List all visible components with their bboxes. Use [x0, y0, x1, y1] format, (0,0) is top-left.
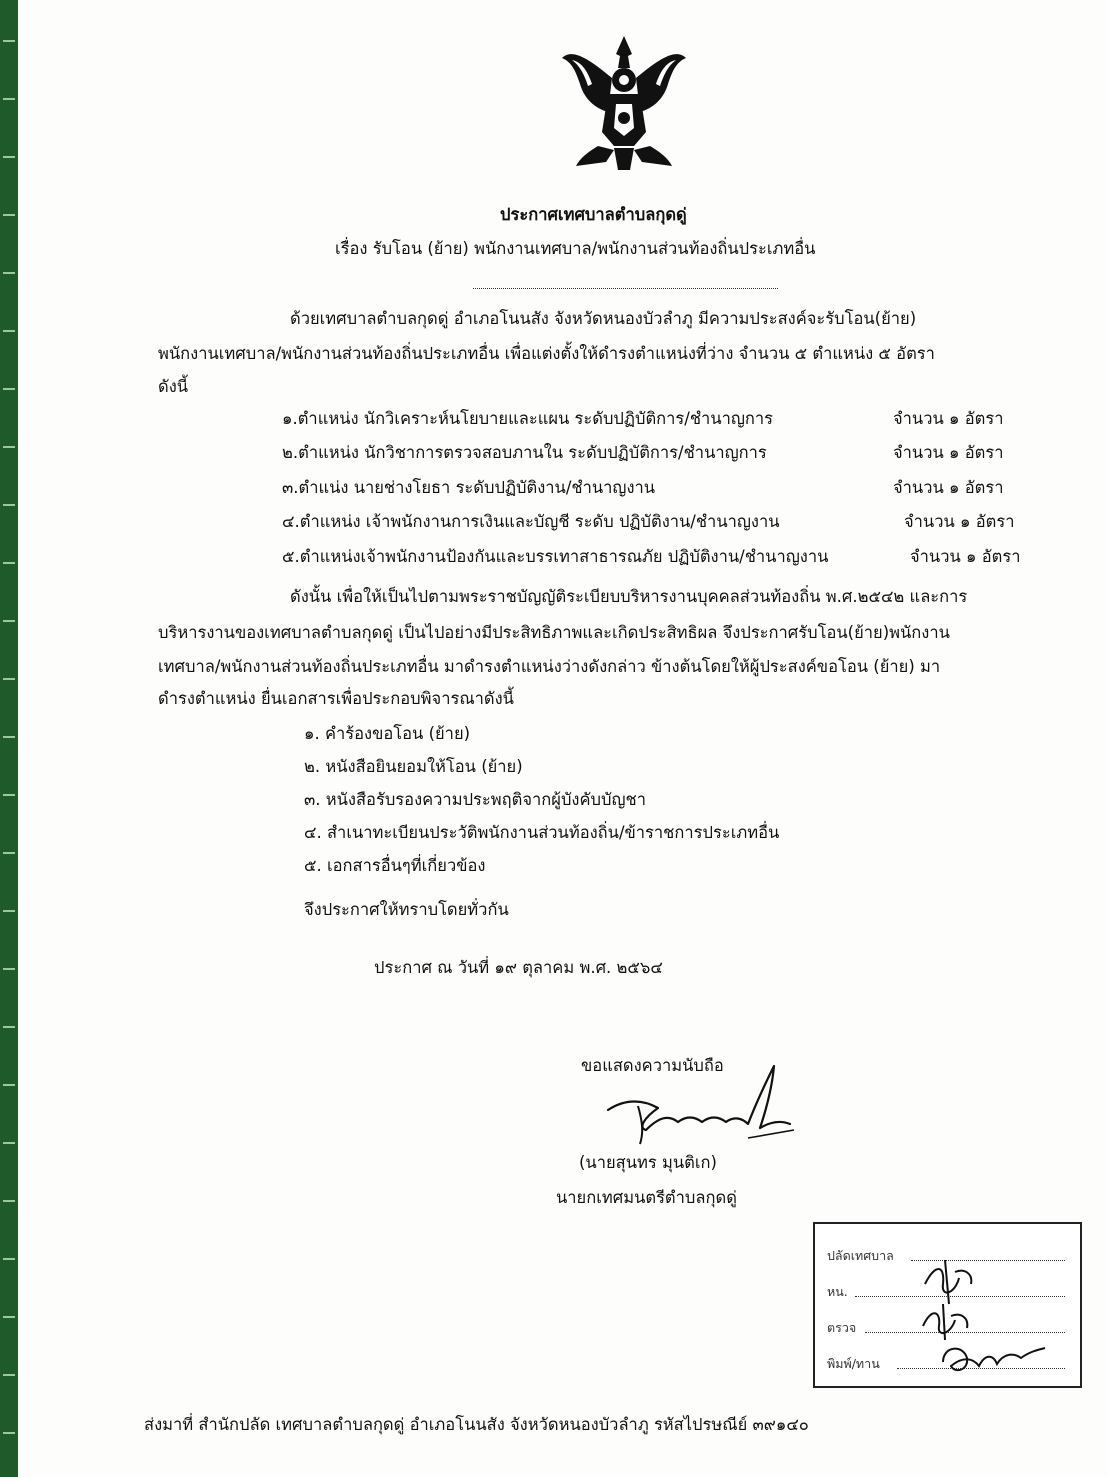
- mailing-address-footer: ส่งมาที่ สำนักปลัด เทศบาลตำบลกุดดู่ อำเภอโนนสัง จังหวัดหนองบัวลำภู รหัสไปรษณีย์ ๓๙๑๔๐: [144, 1415, 809, 1434]
- position-quantity: จำนวน ๑ อัตรา: [904, 512, 1015, 531]
- position-item: ๓.ตำแน่ง นายช่างโยธา ระดับปฏิบัติงาน/ชำนาญงาน: [282, 478, 656, 497]
- body-line-2: บริหารงานของเทศบาลตำบลกุดดู่ เป็นไปอย่างมีประสิทธิภาพและเกิดประสิทธิผล จึงประกาศรับโอน(ย้าย)พนักงาน: [158, 623, 950, 642]
- announcement-date: ประกาศ ณ วันที่ ๑๙ ตุลาคม พ.ศ. ๒๕๖๔: [374, 958, 663, 977]
- signatory-position: นายกเทศมนตรีตำบลกุดดู่: [556, 1188, 737, 1207]
- document-item: ๔. สำเนาทะเบียนประวัติพนักงานส่วนท้องถิ่น/ข้าราชการประเภทอื่น: [304, 823, 780, 842]
- regards-text: ขอแสดงความนับถือ: [581, 1056, 724, 1075]
- position-quantity: จำนวน ๑ อัตรา: [910, 547, 1021, 566]
- body-line-1: ดังนั้น เพื่อให้เป็นไปตามพระราชบัญญัติระเบียบบริหารงานบุคคลส่วนท้องถิ่น พ.ศ.๒๕๔๒ และการ: [290, 587, 968, 606]
- approval-stamp: [813, 1222, 1082, 1388]
- stamp-row-typist: พิมพ์/ทาน: [827, 1356, 880, 1371]
- announcement-title: ประกาศเทศบาลตำบลกุดดู่: [500, 205, 687, 224]
- position-item: ๔.ตำแหน่ง เจ้าพนักงานการเงินและบัญชี ระดับ ปฏิบัติงาน/ชำนาญงาน: [282, 512, 780, 531]
- garuda-emblem-icon: [558, 28, 690, 178]
- handwritten-signature: [598, 1058, 808, 1158]
- stamp-row-check: ตรวจ: [827, 1320, 857, 1335]
- scan-edge-strip: [0, 0, 18, 1477]
- body-line-4: ดำรงตำแหน่ง ยื่นเอกสารเพื่อประกอบพิจารณาดังนี้: [158, 689, 514, 708]
- closing-statement: จึงประกาศให้ทราบโดยทั่วกัน: [304, 900, 509, 919]
- title-divider: [473, 288, 778, 289]
- document-item: ๒. หนังสือยินยอมให้โอน (ย้าย): [304, 757, 523, 776]
- intro-line-3: ดังนี้: [158, 377, 189, 396]
- intro-line-2: พนักงานเทศบาล/พนักงานส่วนท้องถิ่นประเภทอื่น เพื่อแต่งตั้งให้ดำรงตำแหน่งที่ว่าง จำนวน ๕ ตำแหน่ง ๕ อัตรา: [158, 344, 935, 363]
- position-item: ๕.ตำแหน่งเจ้าพนักงานป้องกันและบรรเทาสาธารณภัย ปฏิบัติงาน/ชำนาญงาน: [282, 547, 829, 566]
- document-item: ๑. คำร้องขอโอน (ย้าย): [304, 724, 471, 743]
- stamp-initial-mark: [915, 1254, 985, 1308]
- signatory-name: (นายสุนทร มุนติเก): [579, 1153, 717, 1172]
- position-item: ๒.ตำแหน่ง นักวิชาการตรวจสอบภานใน ระดับปฏิบัติการ/ชำนาญการ: [282, 443, 767, 462]
- position-item: ๑.ตำแหน่ง นักวิเคราะห์นโยบายและแผน ระดับปฏิบัติการ/ชำนาญการ: [282, 409, 774, 428]
- stamp-initial-mark: [933, 1336, 1053, 1380]
- position-quantity: จำนวน ๑ อัตรา: [893, 409, 1004, 428]
- document-item: ๕. เอกสารอื่นๆที่เกี่ยวข้อง: [304, 856, 486, 875]
- position-quantity: จำนวน ๑ อัตรา: [893, 478, 1004, 497]
- document-page: [18, 0, 1108, 1477]
- stamp-row-head: หน.: [827, 1284, 848, 1299]
- position-quantity: จำนวน ๑ อัตรา: [893, 443, 1004, 462]
- intro-line-1: ด้วยเทศบาลตำบลกุดดู่ อำเภอโนนสัง จังหวัดหนองบัวลำภู มีความประสงค์จะรับโอน(ย้าย): [290, 309, 917, 328]
- announcement-subject: เรื่อง รับโอน (ย้าย) พนักงานเทศบาล/พนักงานส่วนท้องถิ่นประเภทอื่น: [335, 239, 816, 258]
- stamp-row-clerk: ปลัดเทศบาล: [827, 1248, 894, 1263]
- document-item: ๓. หนังสือรับรองความประพฤติจากผู้บังคับบัญชา: [304, 790, 646, 809]
- body-line-3: เทศบาล/พนักงานส่วนท้องถิ่นประเภทอื่น มาดำรงตำแหน่งว่างดังกล่าว ข้างต้นโดยให้ผู้ประสงค์ขอโอน (ย้าย) มา: [158, 657, 941, 676]
